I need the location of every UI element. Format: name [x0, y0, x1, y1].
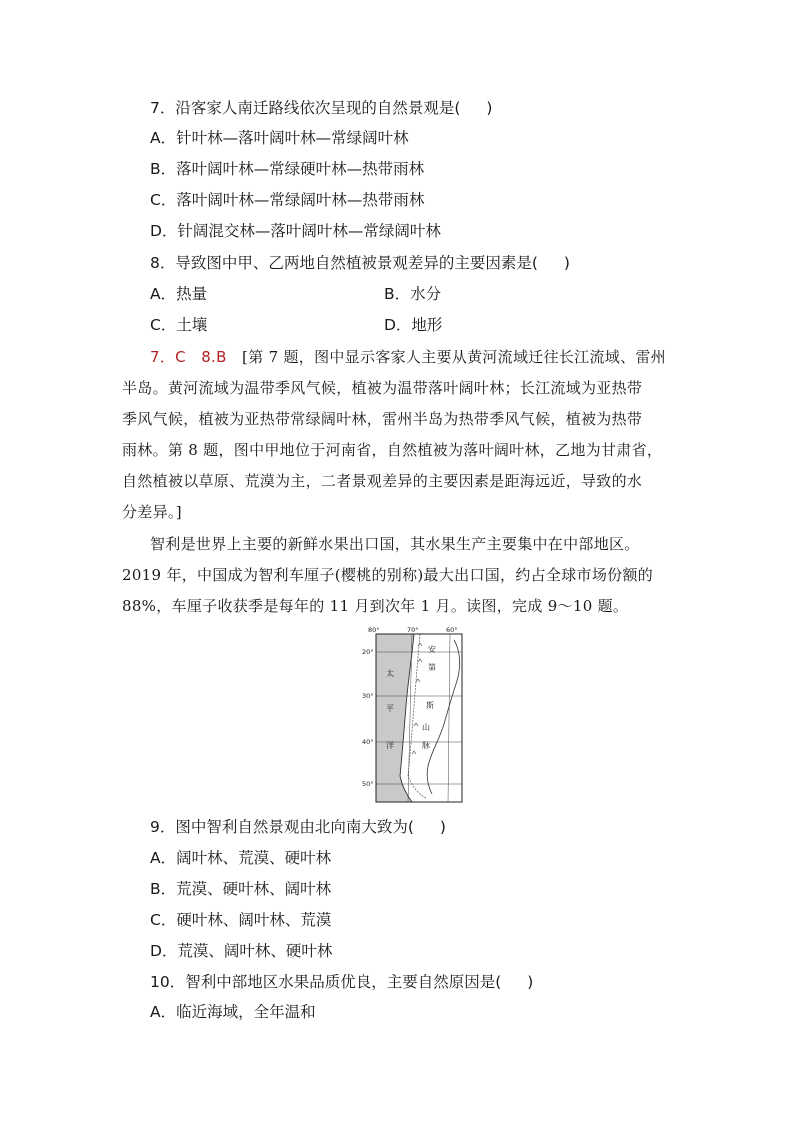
answer-line-1: 7．C 8.B [第 7 题，图中显示客家人主要从黄河流域迁往长江流域、雷州: [150, 348, 666, 366]
lon-label-80: 80°: [368, 626, 380, 634]
question-8-stem: 8．导致图中甲、乙两地自然植被景观差异的主要因素是( ): [150, 254, 570, 272]
question-7-option-a: A．针叶林—落叶阔叶林—常绿阔叶林: [150, 129, 409, 147]
intro-line-1: 智利是世界上主要的新鲜水果出口国，其水果生产主要集中在中部地区。: [150, 535, 640, 553]
answer-line-3: 季风气候，植被为亚热带常绿阔叶林，雷州半岛为热带季风气候，植被为热带: [122, 410, 643, 428]
lat-label-30: 30°: [362, 692, 374, 700]
answer-line-6: 分差异。]: [122, 503, 182, 521]
lon-label-70: 70°: [407, 626, 419, 634]
question-7-option-b: B．落叶阔叶林—常绿硬叶林—热带雨林: [150, 160, 425, 178]
question-9-option-b: B．荒漠、硬叶林、阔叶林: [150, 880, 332, 898]
lat-label-40: 40°: [362, 738, 374, 746]
lat-label-50: 50°: [362, 780, 374, 788]
ocean-char-3: 洋: [386, 741, 394, 750]
andes-char-1: 安: [428, 645, 436, 654]
question-10-stem: 10．智利中部地区水果品质优良，主要自然原因是( ): [150, 973, 534, 991]
andes-char-5: 脉: [422, 741, 430, 750]
question-7-option-c: C．落叶阔叶林—常绿阔叶林—热带雨林: [150, 191, 425, 209]
answer-line-4: 雨林。第 8 题，图中甲地位于河南省，自然植被为落叶阔叶林，乙地为甘肃省，: [122, 441, 663, 459]
question-9-option-c: C．硬叶林、阔叶林、荒漠: [150, 911, 332, 929]
question-8-option-b: B．水分: [384, 285, 442, 303]
ocean-char-2: 平: [386, 704, 394, 713]
lon-label-60: 60°: [446, 626, 458, 634]
question-8-option-a: A．热量: [150, 285, 208, 303]
intro-line-3: 88%，车厘子收获季是每年的 11 月到次年 1 月。读图，完成 9～10 题。: [122, 597, 629, 615]
chile-map: [362, 626, 476, 804]
lat-label-20: 20°: [362, 648, 374, 656]
andes-char-4: 山: [422, 723, 430, 732]
question-9-stem: 9．图中智利自然景观由北向南大致为( ): [150, 818, 446, 836]
andes-char-3: 斯: [426, 701, 434, 710]
question-9-option-d: D．荒漠、阔叶林、硬叶林: [150, 942, 333, 960]
intro-line-2: 2019 年，中国成为智利车厘子(樱桃的别称)最大出口国，约占全球市场份额的: [122, 566, 654, 584]
question-8-option-d: D．地形: [384, 316, 443, 334]
question-9-option-a: A．阔叶林、荒漠、硬叶林: [150, 849, 332, 867]
answer-line-5: 自然植被以草原、荒漠为主，二者景观差异的主要因素是距海远近，导致的水: [122, 472, 643, 490]
question-7-stem: 7．沿客家人南迁路线依次呈现的自然景观是( ): [150, 99, 493, 117]
question-7-option-d: D．针阔混交林—落叶阔叶林—常绿阔叶林: [150, 222, 441, 240]
andes-char-2: 第: [428, 663, 436, 672]
ocean-char-1: 太: [386, 669, 394, 678]
question-10-option-a: A．临近海域，全年温和: [150, 1003, 316, 1021]
answer-keys: 7．C 8.B: [150, 348, 227, 366]
question-8-option-c: C．土壤: [150, 316, 208, 334]
answer-line-2: 半岛。黄河流域为温带季风气候，植被为温带落叶阔叶林；长江流域为亚热带: [122, 379, 643, 397]
